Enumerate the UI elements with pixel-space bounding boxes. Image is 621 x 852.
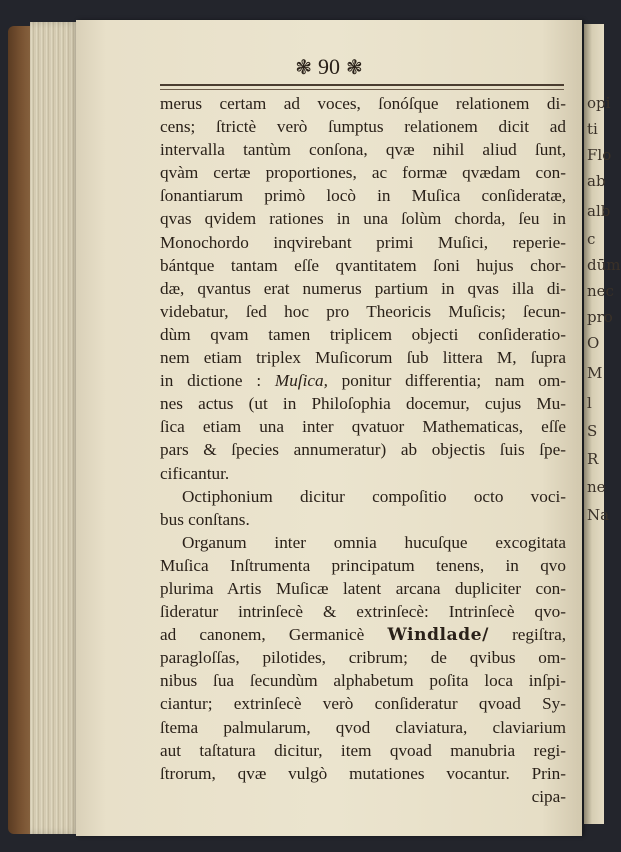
text-line — [160, 369, 566, 392]
text-line: qvàm certæ proportiones, ac formæ qvædam con- — [160, 163, 566, 183]
facing-page-fragment: O — [587, 334, 600, 352]
header-rule — [160, 84, 564, 90]
text-line: intervalla tantùm conſona, qvæ nihil aliud ſunt, — [160, 140, 566, 160]
facing-page-fragment: alb — [587, 202, 611, 220]
facing-page-fragment: M — [587, 364, 603, 382]
entry-heading-line: Octiphonium dicitur compoſitio octo voci- — [182, 486, 566, 506]
text-line: ſtrorum, qvæ vulgò mutationes vocantur. Prin- — [160, 763, 566, 783]
text-line: Monochordo inqvirebant primi Muſici, reperie- — [160, 232, 566, 252]
facing-page-fragment: R — [587, 450, 599, 468]
text-line: Muſica Inſtrumenta principatum tenens, in qvo — [160, 555, 566, 575]
facing-page-fragment: nec — [587, 282, 614, 300]
text-line: cens; ſtrictè verò ſumptus relationem dicit ad — [160, 117, 566, 137]
text-line: bus conſtans. — [160, 509, 250, 529]
text-line: nes actus (ut in Philoſophia docemur, cujus Mu- — [160, 394, 566, 414]
catchword: cipa- — [531, 786, 566, 806]
text-line: paragloſſas, pilotides, cribrum; de qvibus om- — [160, 648, 566, 668]
flower-ornament-icon: ❃ — [295, 55, 312, 79]
text-line: ciantur; extrinſecè verò conſideratur qvoad Sy- — [160, 694, 566, 714]
text-line: dùm qvam tamen triplicem objecti conſideratio- — [160, 324, 566, 344]
entry-heading-line: Organum inter omnia hucuſque excogitata — [182, 532, 566, 552]
page-number: 90 — [318, 54, 340, 79]
italic-term: Muſica, — [274, 371, 328, 391]
text-line: pars & ſpecies annumeratur) ab objectis ſuis ſpe- — [160, 440, 566, 460]
facing-page-fragment: pro — [587, 308, 613, 326]
text-line: ſonantiarum primò locò in Muſica conſideratæ, — [160, 186, 566, 206]
body-text — [160, 92, 566, 808]
facing-page-fragment: l — [587, 394, 592, 412]
page-header — [76, 56, 582, 86]
facing-page-fragment: c — [587, 230, 596, 248]
text-line: ſideratur intrinſecè & extrinſecè: Intrinſecè qvo- — [160, 602, 566, 622]
fraktur-term: Windlade/ — [387, 625, 489, 646]
text-line: ſica etiam una inter qvatuor Mathematicas, eſſe — [160, 417, 566, 437]
text-line: qvas qvidem rationes in una ſolùm chorda, ſeu in — [160, 209, 566, 229]
page-stack — [30, 22, 80, 834]
text-line — [160, 623, 566, 646]
facing-page-fragment: Flo — [587, 146, 612, 164]
text-span: ponitur differentia; nam om- — [327, 371, 566, 391]
facing-page-fragment: ne — [587, 478, 606, 496]
facing-page-fragment: ab — [587, 172, 606, 190]
facing-page-fragment: opi — [587, 94, 611, 112]
facing-page-fragment: dūm — [587, 256, 621, 274]
facing-page-fragment: S — [587, 422, 598, 440]
text-line: merus certam ad voces, ſonóſque relationem di- — [160, 94, 566, 113]
facing-page-edge — [584, 24, 621, 824]
text-span: in dictione : — [160, 371, 275, 391]
facing-page-fragment: ti — [587, 120, 598, 138]
text-line: bántque tantam eſſe qvantitatem ſoni hujus chor- — [160, 255, 566, 275]
text-line: nem etiam triplex Muſicorum ſub littera M, ſupra — [160, 348, 566, 368]
facing-page-fragment: Na — [587, 506, 610, 524]
text-span: regiſtra, — [488, 625, 566, 645]
text-line: cificantur. — [160, 463, 230, 483]
flower-ornament-icon: ❃ — [346, 55, 363, 79]
text-line: ſtema palmularum, qvod claviatura, claviarium — [160, 717, 566, 737]
text-line: aut taſtatura dicitur, item qvoad manubria regi- — [160, 740, 566, 760]
text-line: plurima Artis Muſicæ latent arcana dupliciter con- — [160, 578, 566, 598]
text-line: dæ, qvantus erat numerus partium in qvas illa di- — [160, 278, 566, 298]
text-line: nibus ſua ſecundùm alphabetum poſita loca inſpi- — [160, 671, 566, 691]
text-span: ad canonem, Germanicè — [160, 625, 388, 645]
text-line: videbatur, ſed hoc pro Theoricis Muſicis; ſecun- — [160, 301, 566, 321]
